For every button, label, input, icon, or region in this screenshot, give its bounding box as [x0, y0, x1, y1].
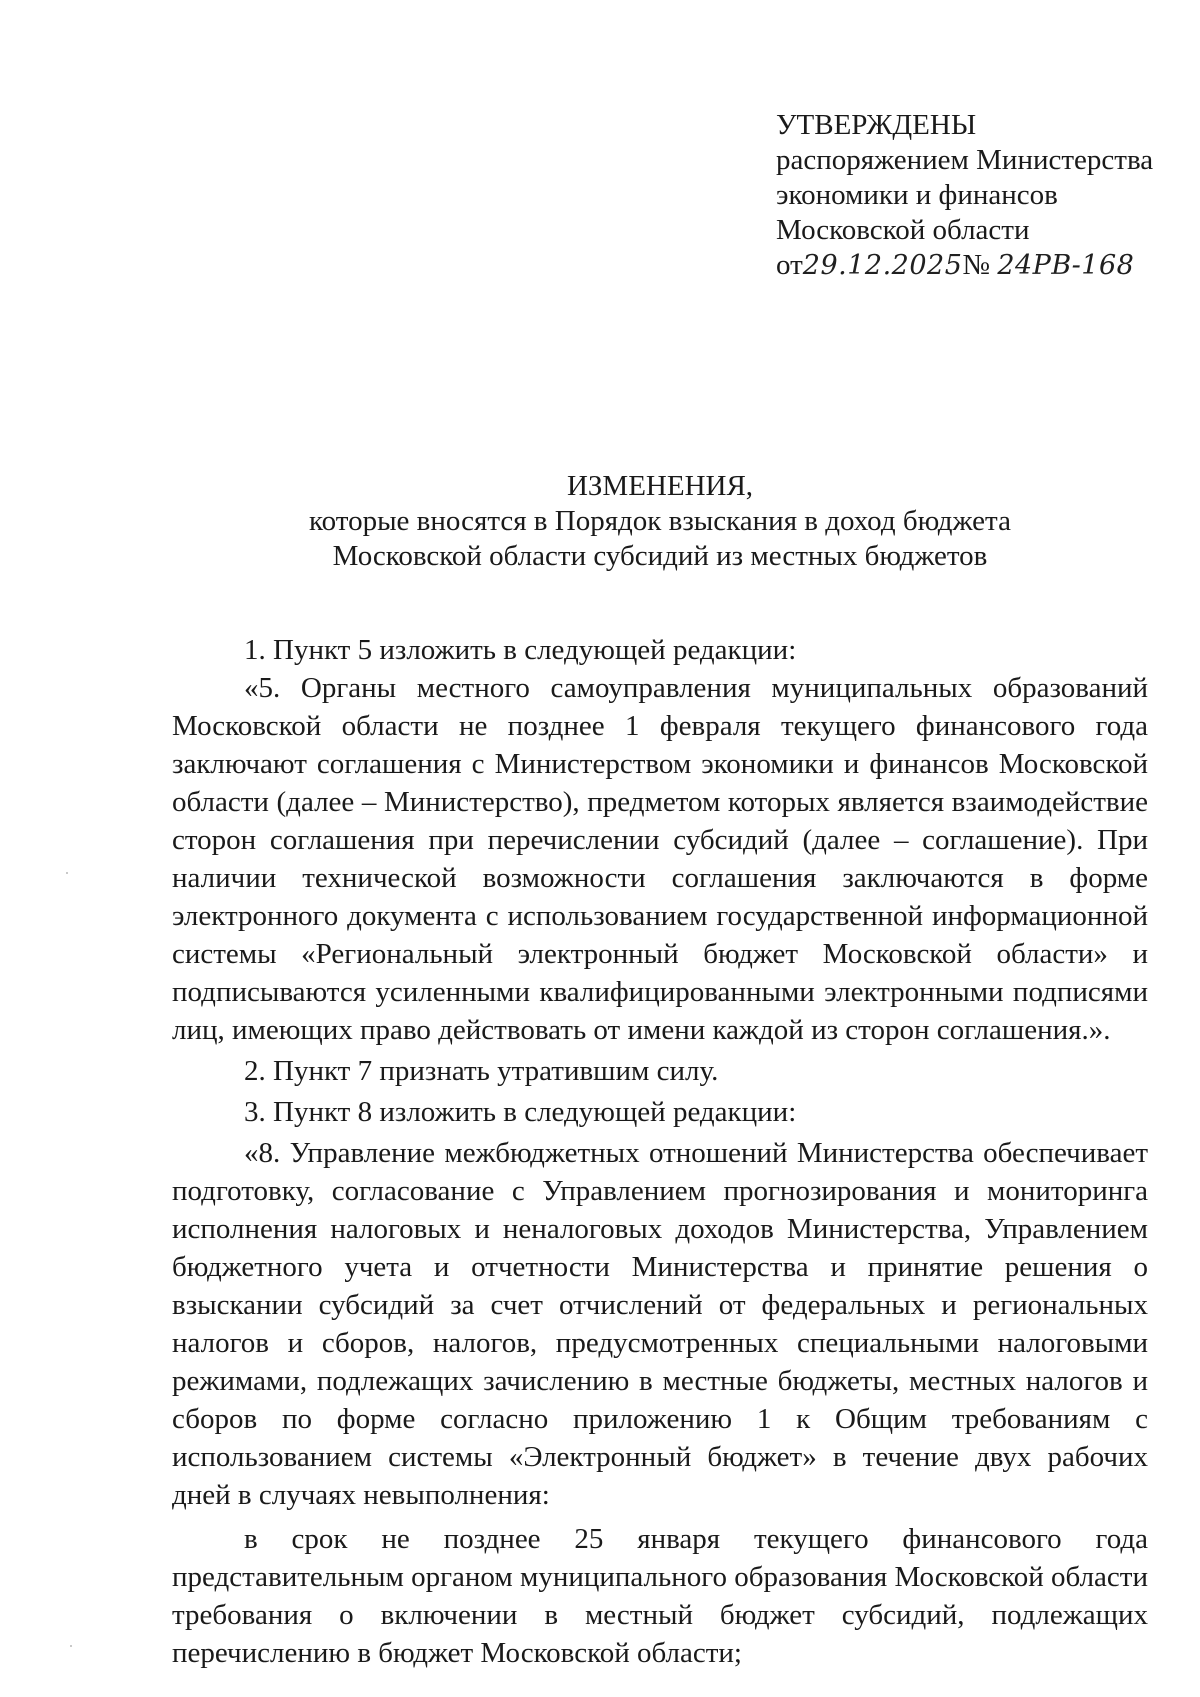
document-title [160, 469, 1160, 574]
approval-from-label: от [776, 249, 803, 281]
document-subtitle-line-2: Московской области субсидий из местных бюджетов [332, 540, 988, 572]
document-body [172, 631, 1148, 1672]
approval-date-line [776, 248, 1156, 283]
paragraph-5: «8. Управление межбюджетных отношений Министерства обеспечивает подготовку, согласование с Управлением прогнозирования и мониторинга исполнения налоговых и неналоговых доходов Министерства, Управлением бюджетного учета и отчетности Министерства и принятие решения о взыскании субсидий за счет отчислений от федеральных и региональных налогов и сборов, налогов, предусмотренных специальными налоговыми режимами, подлежащих зачислению в местные бюджеты, местных налогов и сборов по форме согласно приложению 1 к Общим требованиям с использованием системы «Электронный бюджет» в течение двух рабочих дней в случаях невыполнения: [172, 1137, 1148, 1511]
approval-line-order: распоряжением Министерства [776, 144, 1154, 176]
approval-number-label: № [962, 249, 991, 281]
approval-line-ministry: экономики и финансов [776, 179, 1058, 211]
scan-speck [66, 872, 68, 874]
document-heading: ИЗМЕНЕНИЯ, [566, 470, 754, 502]
paragraph-3: 2. Пункт 7 признать утратившим силу. [244, 1055, 719, 1087]
approval-date: 29.12.2025 [802, 250, 963, 281]
paragraph-4: 3. Пункт 8 изложить в следующей редакции: [244, 1096, 797, 1128]
approval-heading: УТВЕРЖДЕНЫ [776, 109, 977, 141]
approval-line-region: Московской области [776, 214, 1030, 246]
approval-number: 24РВ-168 [997, 250, 1135, 281]
approval-stamp [776, 108, 1156, 283]
paragraph-1: 1. Пункт 5 изложить в следующей редакции: [244, 634, 797, 666]
document-subtitle-line-1: которые вносятся в Порядок взыскания в доход бюджета [309, 505, 1011, 537]
paragraph-2: «5. Органы местного самоуправления муниципальных образований Московской области не позднее 1 февраля текущего финансового года заключают соглашения с Министерством экономики и финансов Московской области (далее – Министерство), предметом которых является взаимодействие сторон соглашения при перечислении субсидий (далее – соглашение). При наличии технической возможности соглашения заключаются в форме электронного документа с использованием государственной информационной системы «Региональный электронный бюджет Московской области» и подписываются усиленными квалифицированными электронными подписями лиц, имеющих право действовать от имени каждой из сторон соглашения.». [172, 672, 1148, 1046]
paragraph-6: в срок не позднее 25 января текущего финансового года представительным органом муниципального образования Московской области требования о включении в местный бюджет субсидий, подлежащих перечислению в бюджет Московской области; [172, 1523, 1148, 1669]
scan-speck [70, 1645, 72, 1647]
